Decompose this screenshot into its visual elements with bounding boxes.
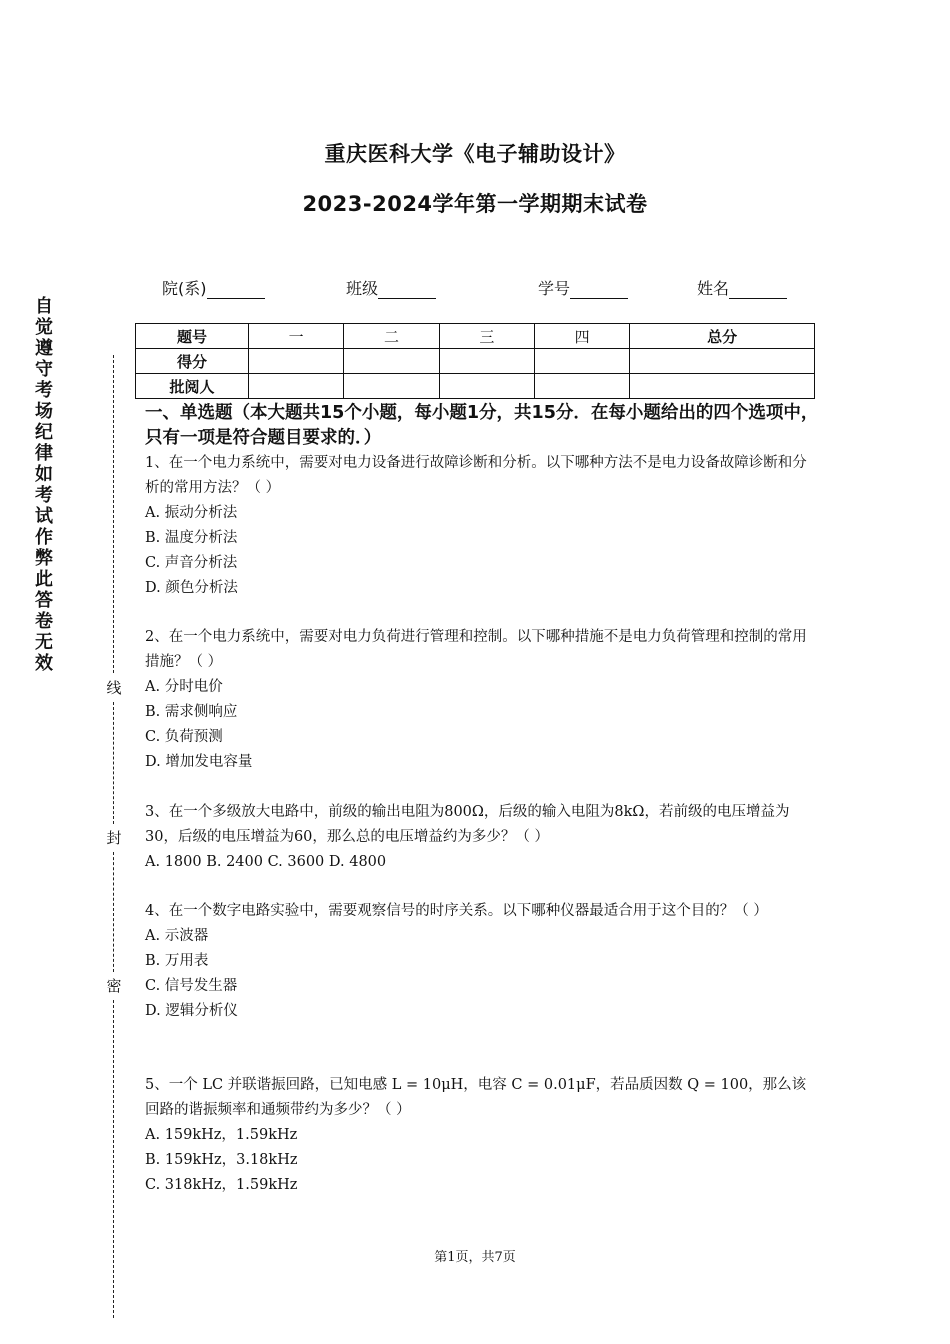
student-id-blank[interactable]: [570, 282, 628, 299]
warning-char: 试: [35, 506, 53, 527]
warning-char: 自: [35, 296, 53, 317]
score-cell[interactable]: [630, 349, 815, 374]
score-table-header-row: [136, 324, 815, 349]
score-cell[interactable]: [249, 349, 344, 374]
grader-cell[interactable]: [439, 374, 534, 399]
seal-dashed-line: [113, 702, 114, 824]
score-header-cell: 四: [534, 324, 629, 349]
score-header-cell: 一: [249, 324, 344, 349]
question-stem: 3、在一个多级放大电路中，前级的输出电阻为800Ω，后级的输入电阻为8kΩ，若前级的电压增益为30，后级的电压增益为60，那么总的电压增益约为多少？（ ）: [145, 804, 790, 845]
question-block: [145, 899, 817, 1024]
name-label: 姓名: [697, 279, 730, 298]
option-c[interactable]: C. 信号发生器: [145, 978, 238, 994]
warning-char: 卷: [35, 611, 53, 632]
warning-char: 效: [35, 653, 53, 674]
seal-dashed-line: [113, 852, 114, 972]
warning-char: 此: [35, 569, 53, 590]
department-label: 院(系): [162, 279, 207, 298]
question-block: [145, 451, 817, 601]
warning-char: 考: [35, 380, 53, 401]
warning-char: 弊: [35, 548, 53, 569]
seal-dashed-line: [113, 1000, 114, 1318]
option-b[interactable]: B. 159kHz，3.18kHz: [145, 1152, 298, 1168]
option-c[interactable]: C. 声音分析法: [145, 555, 238, 571]
question-block: [145, 1073, 817, 1198]
option-a[interactable]: A. 分时电价: [145, 679, 223, 695]
warning-char: 场: [35, 401, 53, 422]
score-header-cell: 题号: [136, 324, 249, 349]
option-c[interactable]: C. 318kHz，1.59kHz: [145, 1177, 298, 1193]
score-row: [136, 349, 815, 374]
seal-char-secret: 密: [104, 976, 124, 996]
score-table: [135, 323, 815, 399]
options-inline[interactable]: A. 1800 B. 2400 C. 3600 D. 4800: [145, 854, 387, 870]
grader-row: [136, 374, 815, 399]
option-b[interactable]: B. 需求侧响应: [145, 704, 238, 720]
option-b[interactable]: B. 温度分析法: [145, 530, 238, 546]
score-cell[interactable]: [534, 349, 629, 374]
exam-title-line1: 重庆医科大学《电子辅助设计》: [324, 142, 626, 166]
question-stem: 4、在一个数字电路实验中，需要观察信号的时序关系。以下哪种仪器最适合用于这个目的？（ ）: [145, 903, 768, 919]
class-blank[interactable]: [378, 282, 436, 299]
warning-char: 作: [35, 527, 53, 548]
grader-cell[interactable]: [249, 374, 344, 399]
name-blank[interactable]: [729, 282, 787, 299]
question-stem: 2、在一个电力系统中，需要对电力负荷进行管理和控制。以下哪种措施不是电力负荷管理和控制的常用措施？（ ）: [145, 629, 807, 670]
option-a[interactable]: A. 示波器: [145, 928, 209, 944]
score-row-label: 得分: [136, 349, 249, 374]
warning-char: 遵: [35, 338, 53, 359]
warning-char: 纪: [35, 422, 53, 443]
department-field[interactable]: [162, 276, 265, 299]
exam-discipline-warning: [30, 296, 58, 674]
question-block: [145, 800, 817, 875]
class-field[interactable]: [346, 276, 436, 299]
grader-row-label: 批阅人: [136, 374, 249, 399]
score-cell[interactable]: [344, 349, 439, 374]
warning-char: 律: [35, 443, 53, 464]
score-header-cell: 三: [439, 324, 534, 349]
warning-char: 守: [35, 359, 53, 380]
option-d[interactable]: D. 增加发电容量: [145, 754, 253, 770]
option-a[interactable]: A. 振动分析法: [145, 505, 238, 521]
section-heading: 一、单选题（本大题共15个小题，每小题1分，共15分．在每小题给出的四个选项中，只有一项是符合题目要求的．）: [145, 403, 819, 448]
option-d[interactable]: D. 逻辑分析仪: [145, 1003, 238, 1019]
department-blank[interactable]: [207, 282, 265, 299]
seal-char-line: 线: [104, 678, 124, 698]
warning-char: 考: [35, 485, 53, 506]
grader-cell[interactable]: [344, 374, 439, 399]
score-cell[interactable]: [439, 349, 534, 374]
student-id-field[interactable]: [538, 276, 628, 299]
question-block: [145, 625, 817, 775]
score-header-cell: 二: [344, 324, 439, 349]
grader-cell[interactable]: [534, 374, 629, 399]
exam-title-line2: 2023-2024学年第一学期期末试卷: [302, 192, 648, 216]
page-number: 第1页，共7页: [434, 1250, 516, 1265]
grader-cell[interactable]: [630, 374, 815, 399]
name-field[interactable]: [697, 276, 787, 299]
option-d[interactable]: D. 颜色分析法: [145, 580, 238, 596]
warning-char: 如: [35, 464, 53, 485]
option-b[interactable]: B. 万用表: [145, 953, 209, 969]
student-id-label: 学号: [538, 279, 571, 298]
seal-char-seal: 封: [104, 828, 124, 848]
class-label: 班级: [346, 279, 379, 298]
warning-char: 无: [35, 632, 53, 653]
question-stem: 1、在一个电力系统中，需要对电力设备进行故障诊断和分析。以下哪种方法不是电力设备故障诊断和分析的常用方法？（ ）: [145, 455, 807, 496]
score-header-cell: 总分: [630, 324, 815, 349]
option-a[interactable]: A. 159kHz，1.59kHz: [145, 1127, 298, 1143]
option-c[interactable]: C. 负荷预测: [145, 729, 223, 745]
warning-char: 觉: [35, 317, 53, 338]
seal-dashed-line: [113, 355, 114, 673]
question-stem: 5、一个 LC 并联谐振回路，已知电感 L = 10μH，电容 C = 0.01μF，若品质因数 Q = 100，那么该回路的谐振频率和通频带约为多少？（ ）: [145, 1077, 807, 1118]
warning-char: 答: [35, 590, 53, 611]
